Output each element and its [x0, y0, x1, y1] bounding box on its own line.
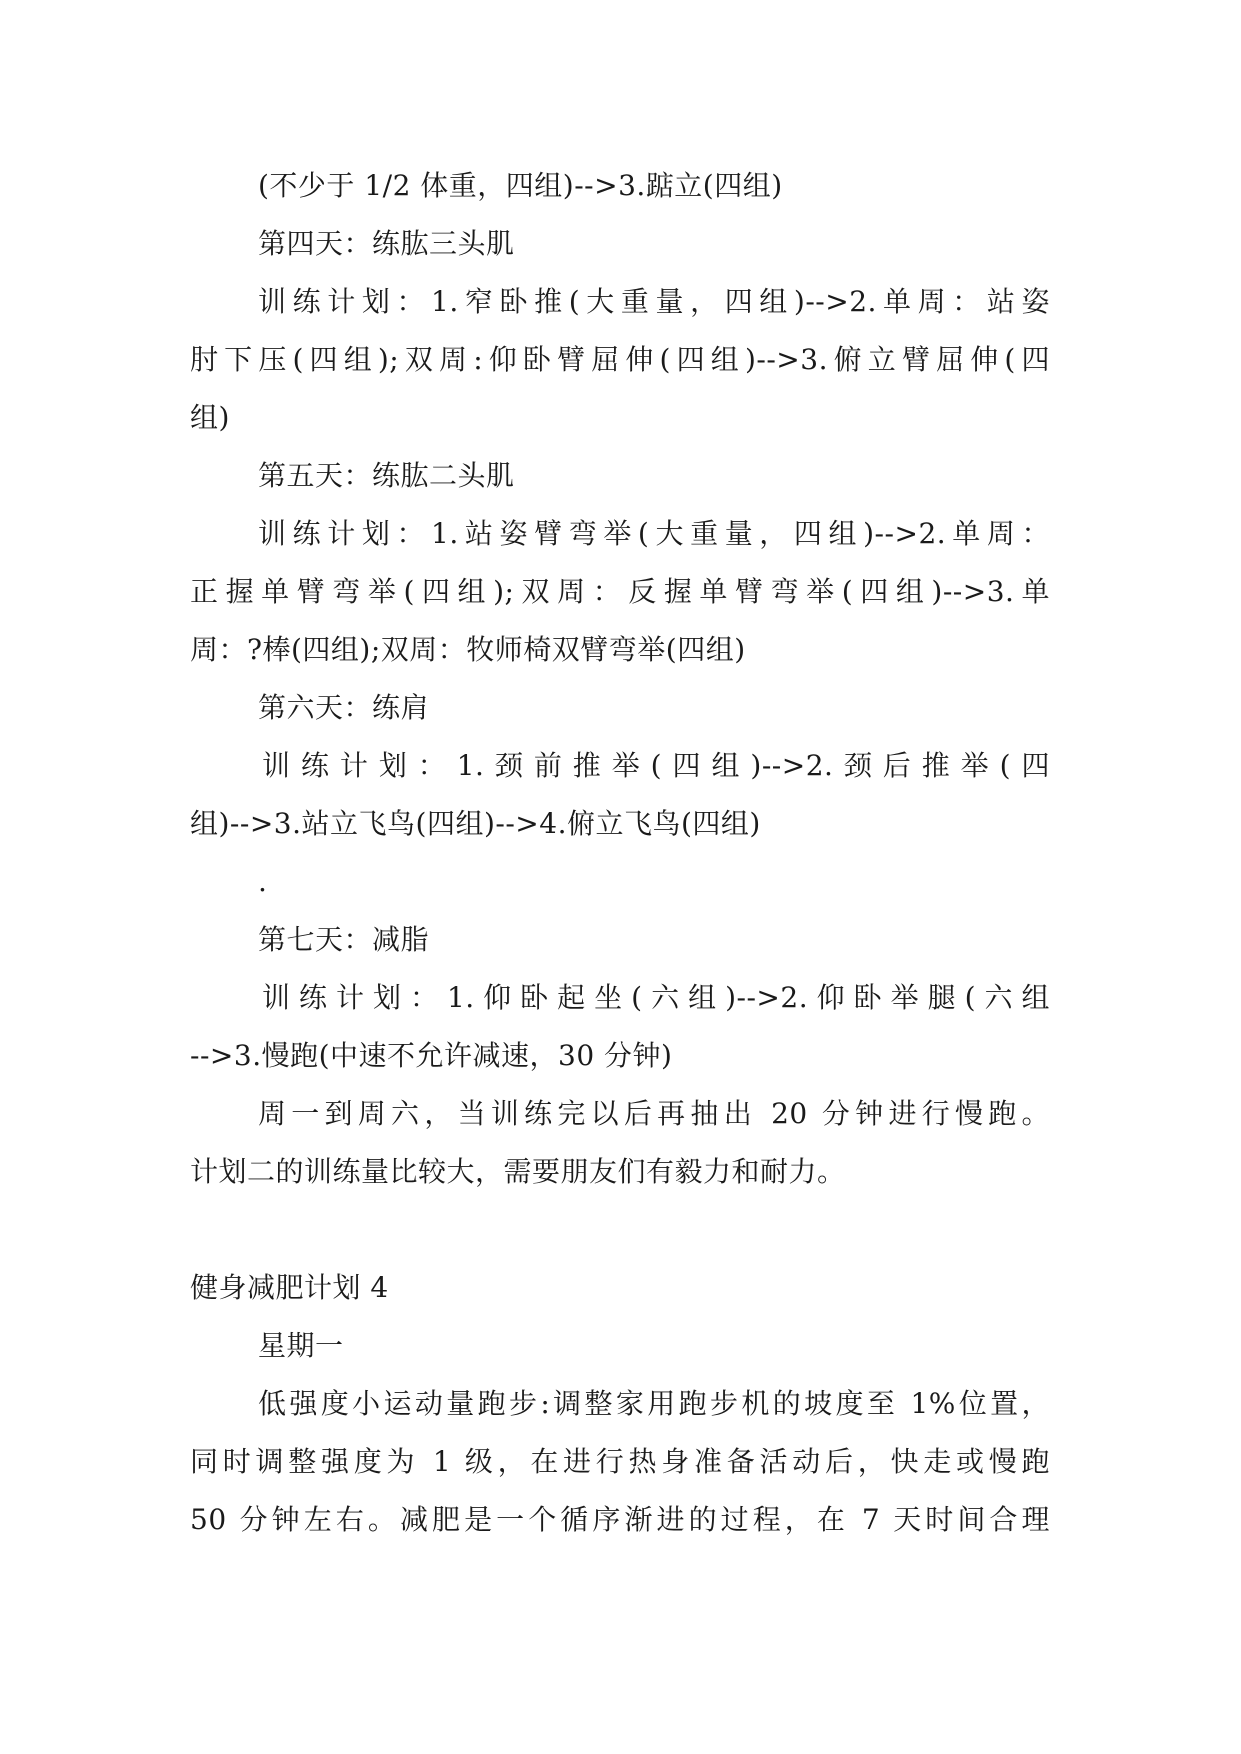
text-line: 正握单臂弯举(四组);双周：反握单臂弯举(四组)-->3.单	[190, 575, 1050, 608]
text-line: 50 分钟左右。减肥是一个循序渐进的过程，在 7 天时间合理	[190, 1503, 1050, 1536]
text-line: -->3.慢跑(中速不允许减速，30 分钟)	[190, 1039, 673, 1072]
text-line: 训练计划：1.窄卧推(大重量，四组)-->2.单周：站姿	[258, 285, 1050, 318]
section-heading: 星期一	[258, 1329, 344, 1362]
section-heading: 第四天：练肱三头肌	[258, 227, 515, 260]
text-line: (不少于 1/2 体重，四组)-->3.踮立(四组)	[258, 169, 783, 202]
text-line: 肘下压(四组);双周:仰卧臂屈伸(四组)-->3.俯立臂屈伸(四	[190, 343, 1050, 376]
text-line: 训练计划：1.仰卧起坐(六组)-->2.仰卧举腿(六组	[262, 981, 1050, 1014]
text-line: 组)-->3.站立飞鸟(四组)-->4.俯立飞鸟(四组)	[190, 807, 761, 840]
text-line: 低强度小运动量跑步:调整家用跑步机的坡度至 1%位置，	[258, 1387, 1050, 1420]
text-line: 训练计划：1.站姿臂弯举(大重量，四组)-->2.单周：	[258, 517, 1050, 550]
section-heading: 第七天：减脂	[258, 923, 430, 956]
text-line: 计划二的训练量比较大，需要朋友们有毅力和耐力。	[190, 1155, 846, 1188]
section-heading: 第六天：练肩	[258, 691, 430, 724]
text-line: 周一到周六，当训练完以后再抽出 20 分钟进行慢跑。	[258, 1097, 1050, 1130]
document-heading: 健身减肥计划 4	[190, 1271, 389, 1304]
text-line: 组)	[190, 401, 230, 434]
text-line: 同时调整强度为 1 级，在进行热身准备活动后，快走或慢跑	[190, 1445, 1050, 1478]
text-line: 训练计划：1.颈前推举(四组)-->2.颈后推举(四	[262, 749, 1050, 782]
section-heading: 第五天：练肱二头肌	[258, 459, 515, 492]
text-line: .	[258, 865, 268, 898]
text-line: 周：?棒(四组);双周：牧师椅双臂弯举(四组)	[190, 633, 746, 666]
